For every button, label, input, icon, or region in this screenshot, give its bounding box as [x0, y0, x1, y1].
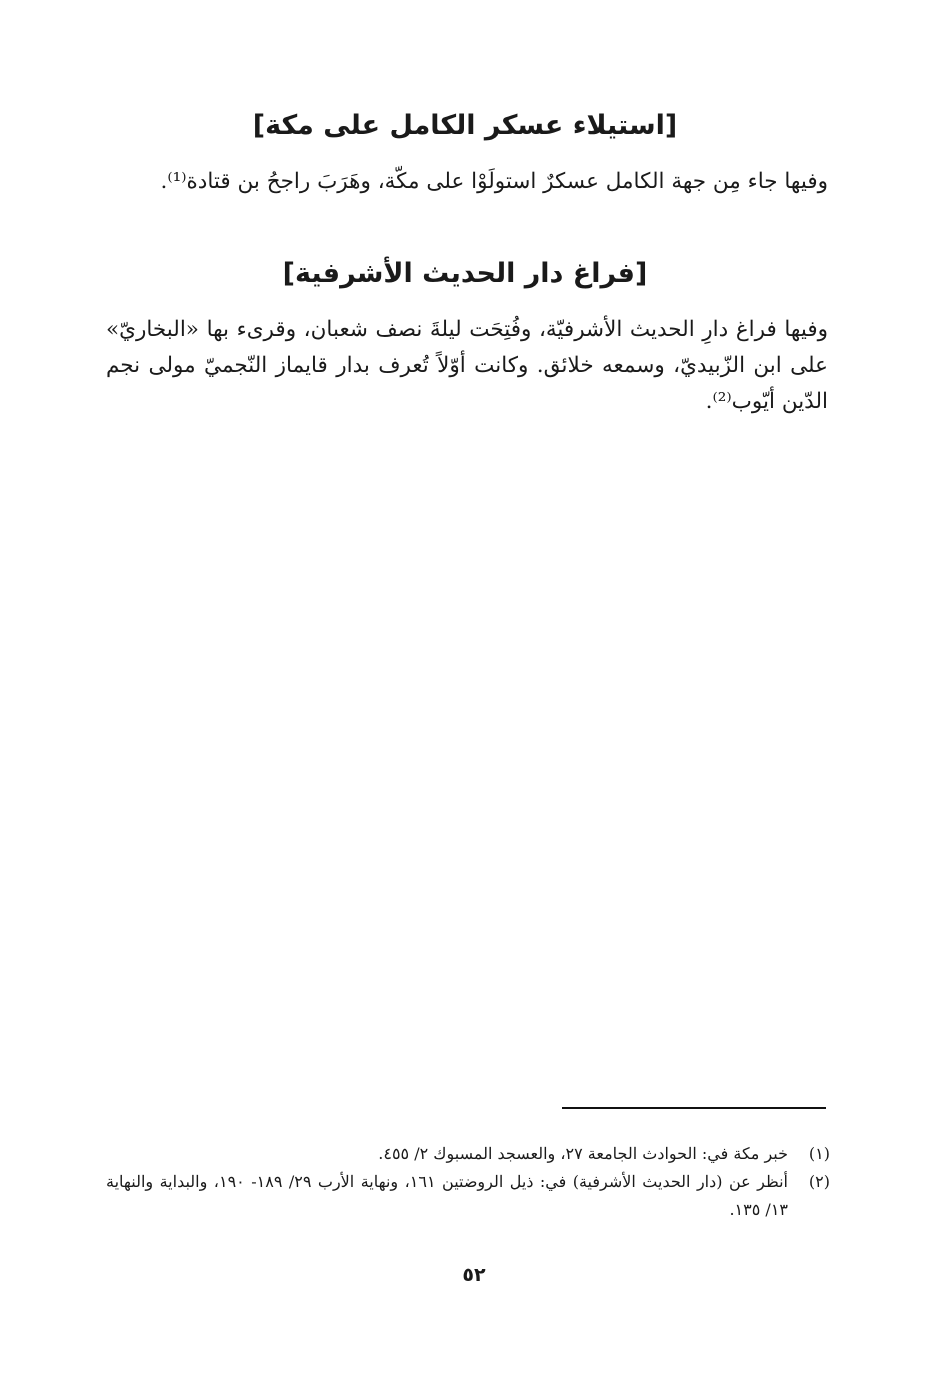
footnote-number: (٢)	[808, 1172, 830, 1191]
footnote-number: (١)	[808, 1144, 830, 1163]
footnote-text: أنظر عن (دار الحديث الأشرفية) في: ذيل الروضتين ١٦١، ونهاية الأرب ٢٩/ ١٨٩- ١٩٠، والبداية والنهاية ١٣/ ١٣٥.	[106, 1172, 788, 1219]
footnote-text: خبر مكة في: الحوادث الجامعة ٢٧، والعسجد المسبوك ٢/ ٤٥٥.	[378, 1144, 788, 1163]
section-heading-mecca: [استيلاء عسكر الكامل على مكة]	[252, 110, 678, 141]
section-paragraph-dar-al-hadith: وفيها فراغ دارِ الحديث الأشرفيّة، وفُتِحَت ليلةَ نصف شعبان، وقرىء بها «البخاريّ» على ابن الزّبيديّ، وسمعه خلائق. وكانت أوّلاً تُعرف بدار قايماز النّجميّ مولى نجم الدّين أيّوب⁽²⁾.	[106, 317, 828, 414]
footnote-separator	[562, 1107, 826, 1109]
footnotes	[106, 1140, 830, 1224]
footnote-2	[106, 1168, 830, 1224]
footnote-1	[106, 1140, 830, 1168]
section-heading-dar-al-hadith: [فراغ دار الحديث الأشرفية]	[282, 258, 648, 289]
section-paragraph-mecca: وفيها جاء مِن جهة الكامل عسكرٌ استولَوْا على مكّة، وهَرَبَ راجحُ بن قتادة⁽¹⁾.	[160, 169, 828, 194]
page-number: ٥٢	[462, 1264, 486, 1286]
